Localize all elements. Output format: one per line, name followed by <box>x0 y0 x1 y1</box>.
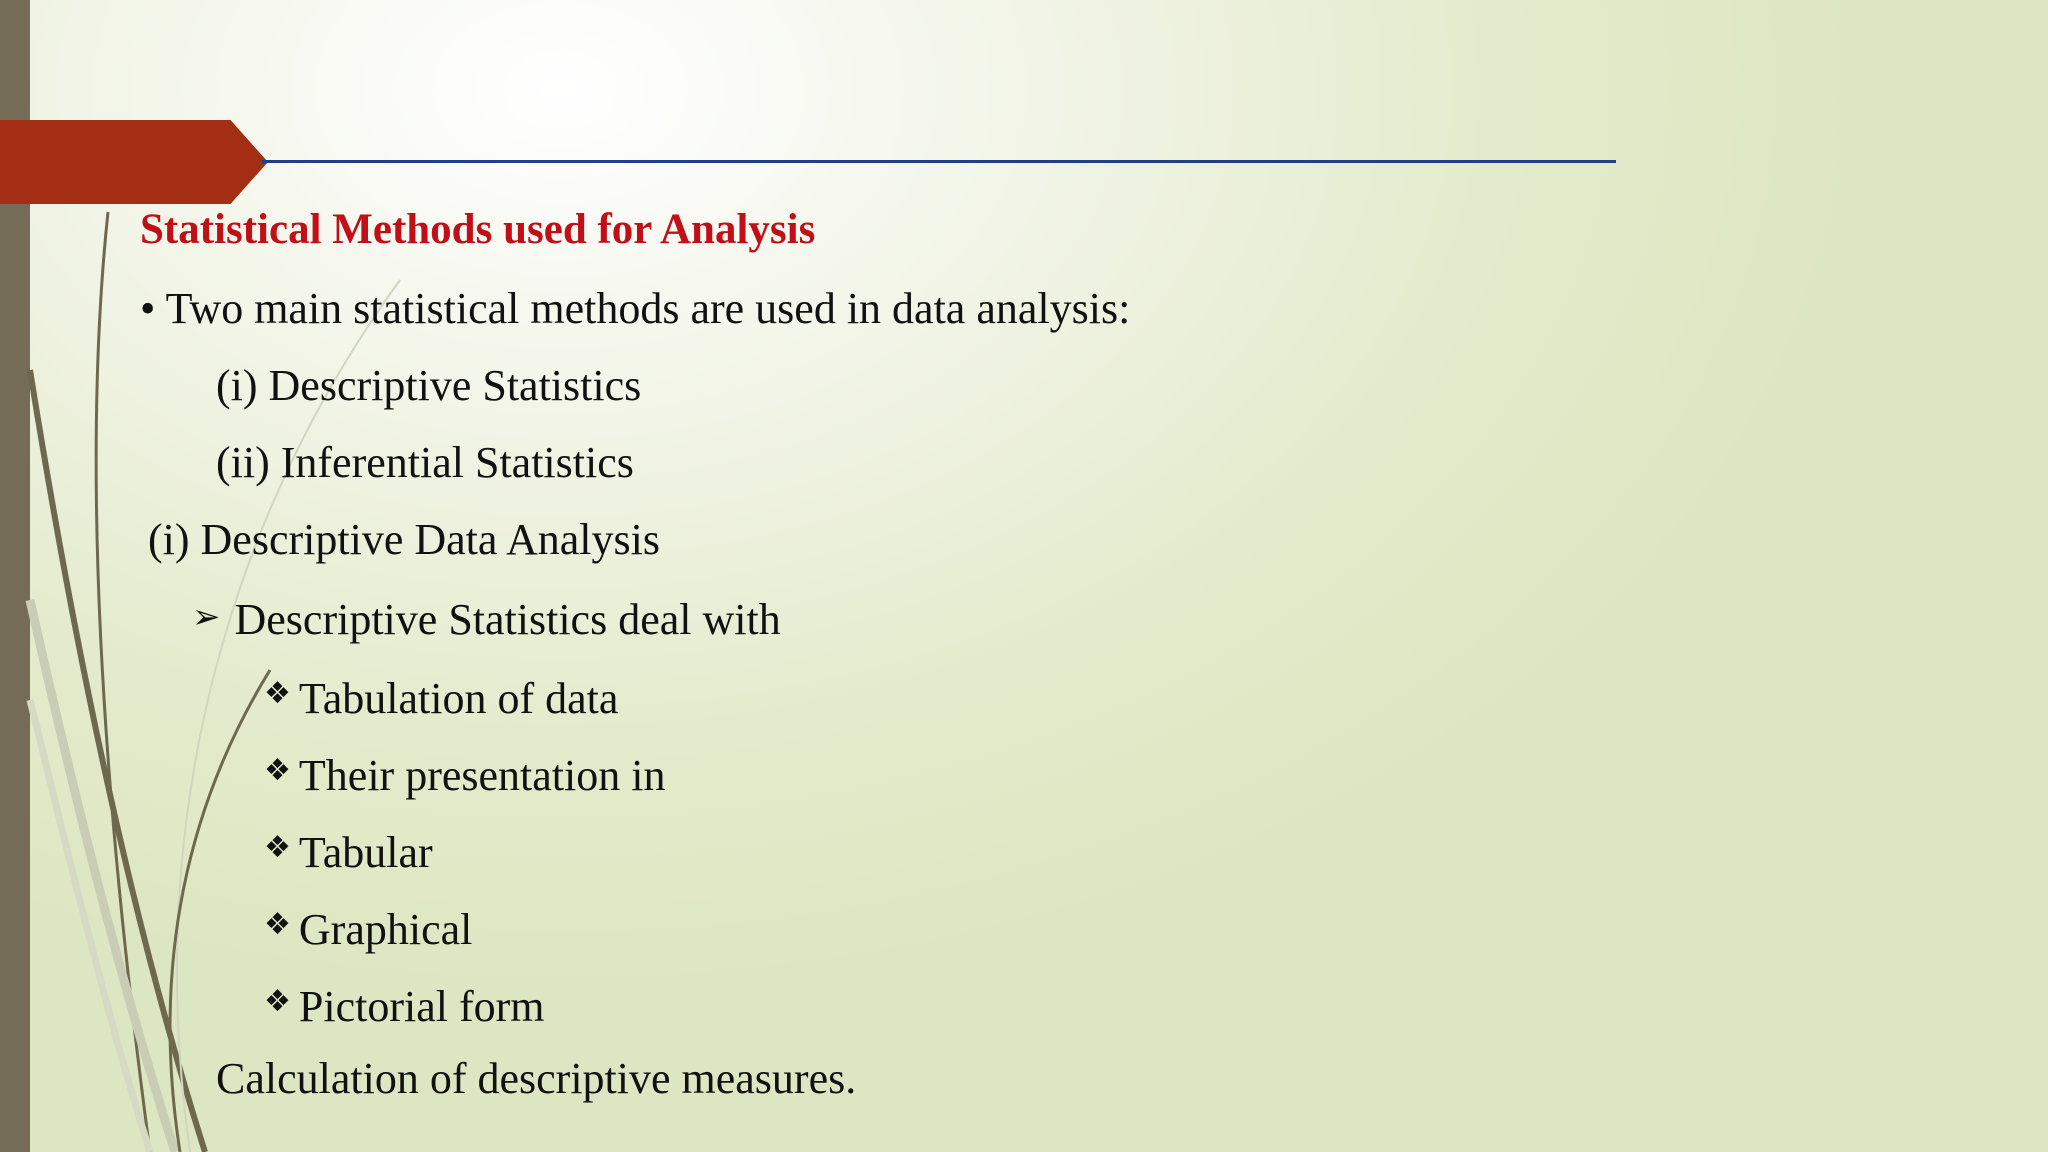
diamond-bullet-icon: ❖ <box>264 907 291 942</box>
diamond-bullet-icon: ❖ <box>264 676 291 711</box>
slide-heading: Statistical Methods used for Analysis <box>140 206 816 253</box>
diamond-bullet-icon: ❖ <box>264 830 291 865</box>
sub-item-text: Their presentation in <box>298 751 666 800</box>
arrow-item-text: Descriptive Statistics deal with <box>234 595 781 644</box>
sub-item-tabular <box>264 822 433 879</box>
arrow-bullet-item <box>192 591 781 646</box>
sub-item-text: Tabulation of data <box>298 674 619 723</box>
arrow-bullet-icon: ➢ <box>192 597 221 637</box>
closing-line: Calculation of descriptive measures. <box>216 1054 857 1103</box>
intro-bullet-item <box>140 283 1130 335</box>
sub-item-text: Tabular <box>298 828 433 877</box>
sub-item-pictorial <box>264 976 545 1033</box>
diamond-bullet-icon: ❖ <box>264 984 291 1019</box>
diamond-bullet-icon: ❖ <box>264 753 291 788</box>
bullet-dot: • <box>140 284 156 333</box>
sub-item-tabulation <box>264 668 618 725</box>
method-item-descriptive: (i) Descriptive Statistics <box>216 361 642 410</box>
sub-item-graphical <box>264 899 472 956</box>
sub-item-presentation <box>264 745 665 802</box>
section-title: (i) Descriptive Data Analysis <box>148 515 660 564</box>
intro-text: Two main statistical methods are used in data analysis: <box>165 284 1131 333</box>
sub-item-text: Graphical <box>298 905 473 954</box>
sub-item-text: Pictorial form <box>298 982 545 1031</box>
method-item-inferential: (ii) Inferential Statistics <box>216 438 634 487</box>
